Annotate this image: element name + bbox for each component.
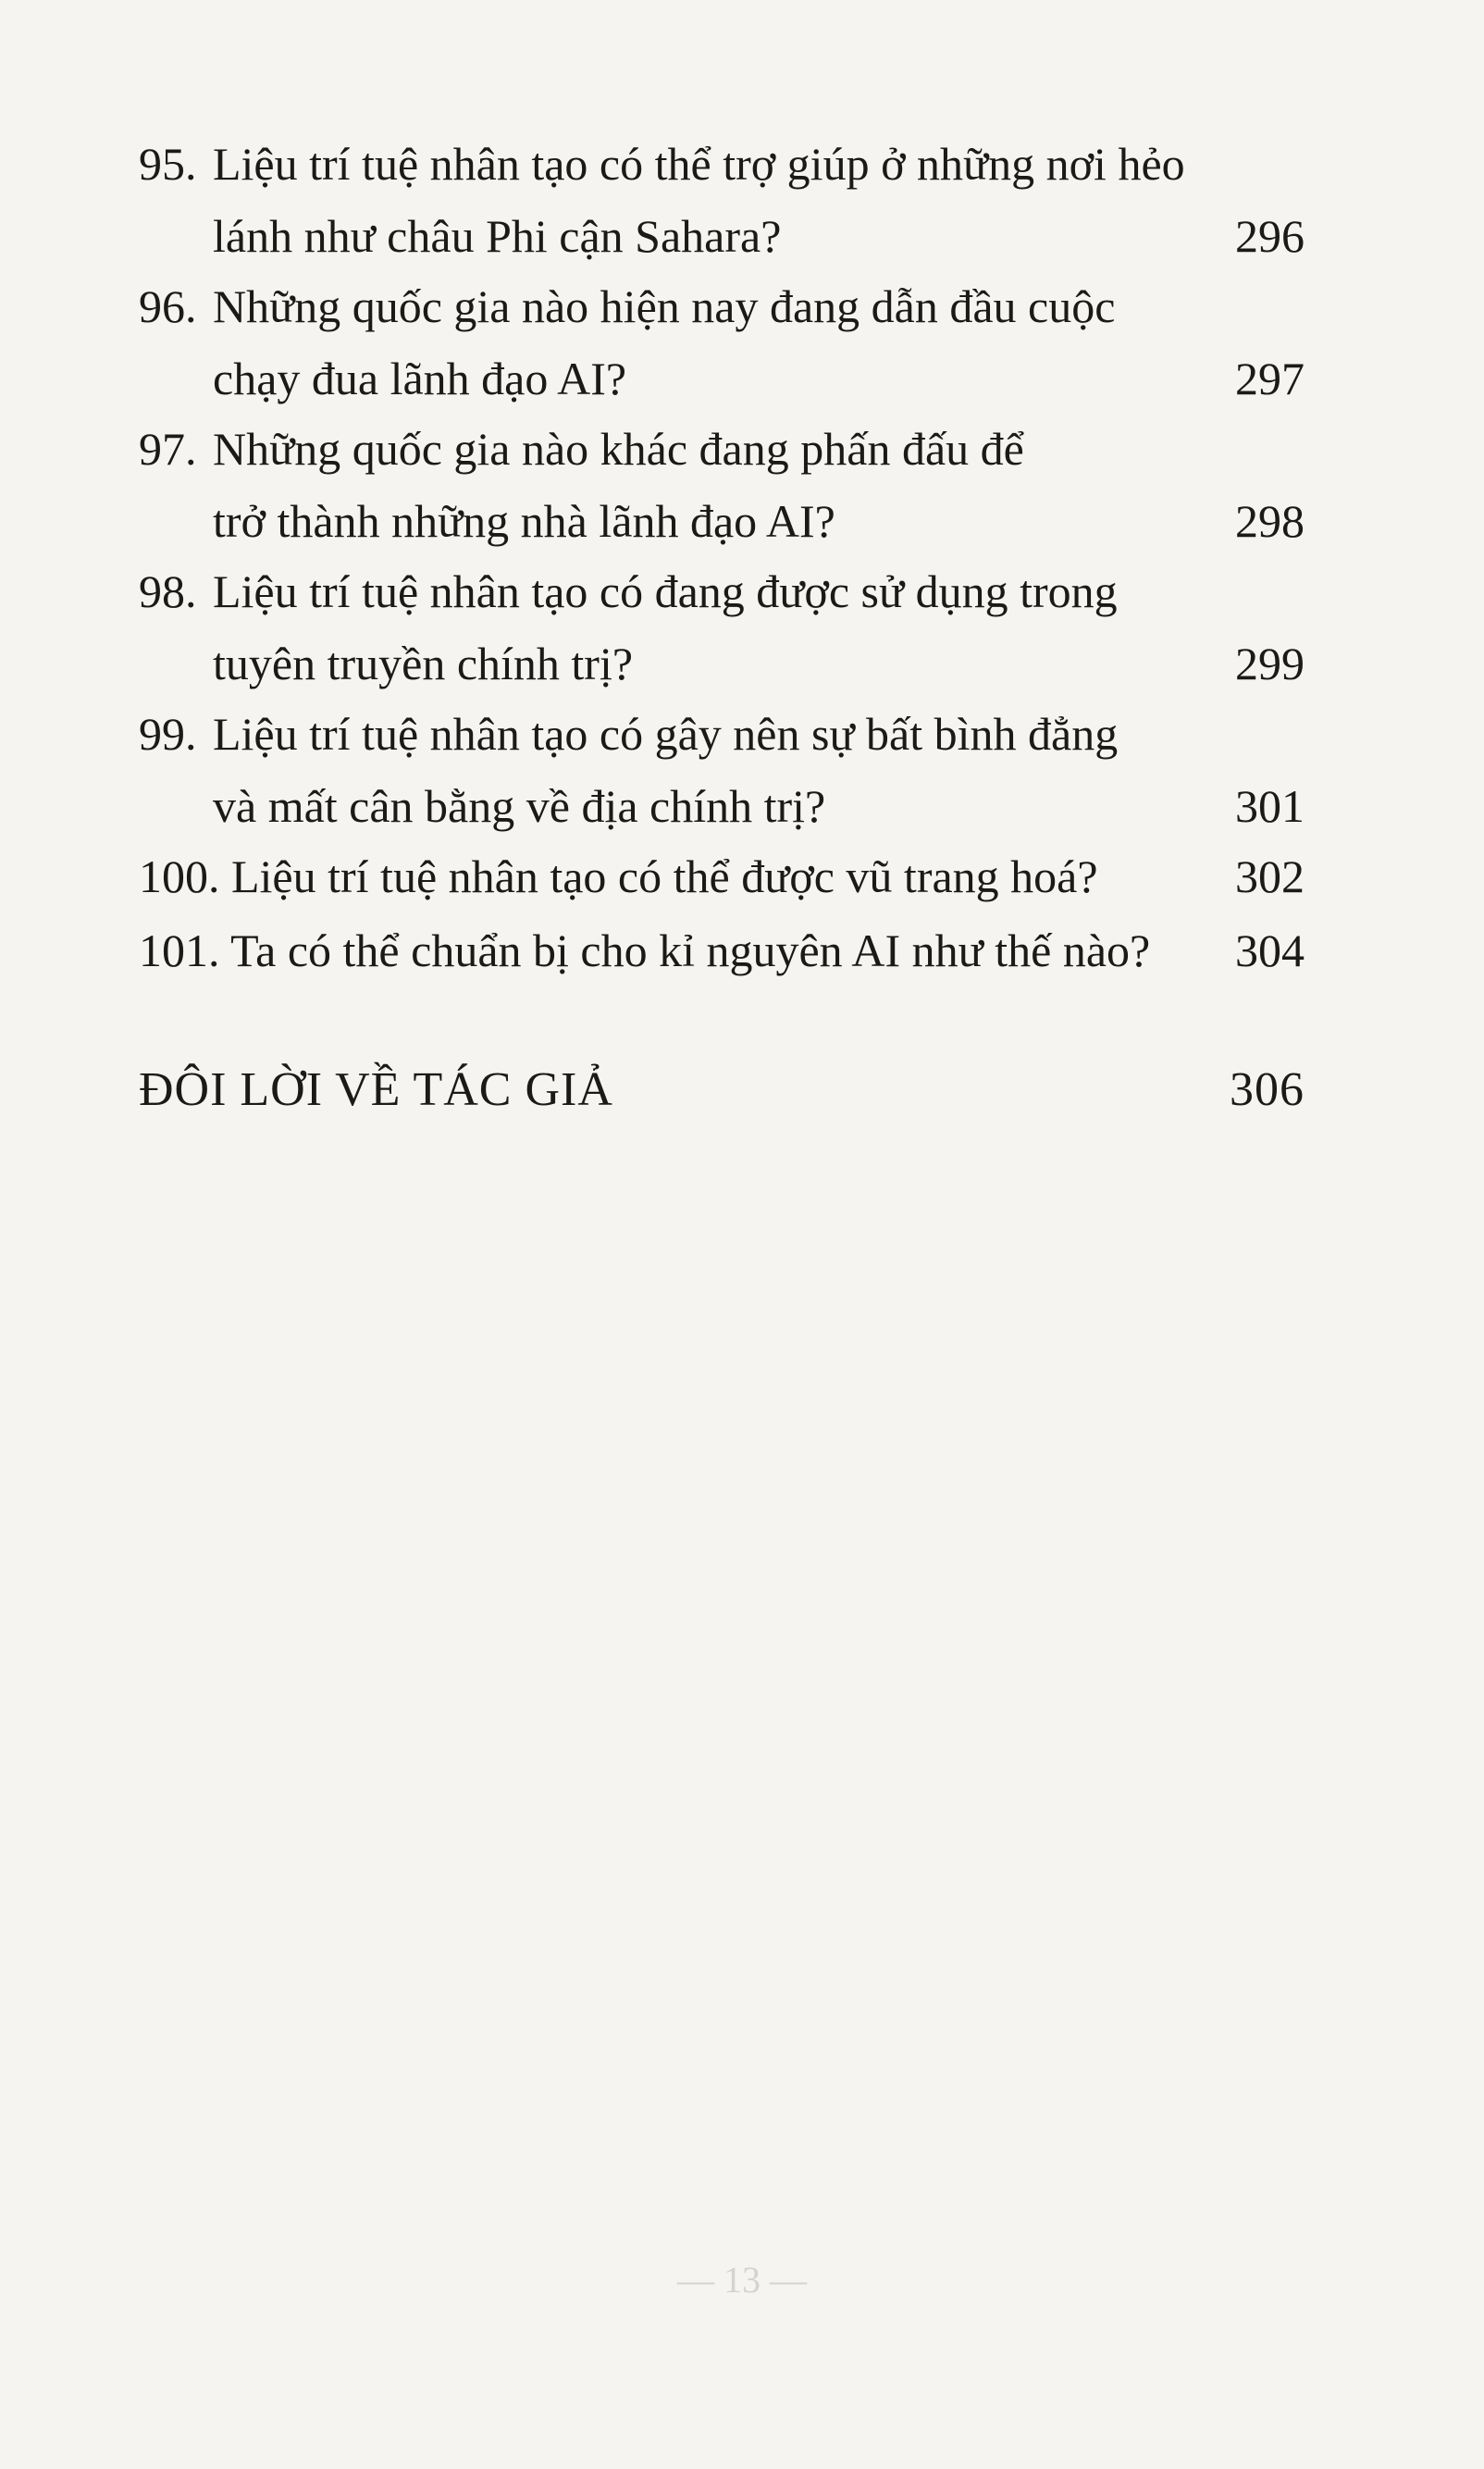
entry-title-line-1: Liệu trí tuệ nhân tạo có gây nên sự bất bình đẳng [213,708,1119,760]
entry-title-line-2: tuyên truyền chính trị? [213,638,634,689]
entry-number: 100. [139,850,220,902]
page-footer-mark: — 13 — [677,2259,807,2301]
toc-section-about-author [139,1062,1305,1117]
entry-page-number: 302 [1235,850,1305,902]
section-page-number: 306 [1230,1063,1305,1116]
entry-title-line-2: trở thành những nhà lãnh đạo AI? [213,495,835,547]
entry-page-number: 304 [1235,924,1305,976]
entry-number: 99. [139,708,197,760]
entry-number: 95. [139,138,197,190]
entry-page-number: 299 [1235,638,1305,689]
entry-title-text: Liệu trí tuệ nhân tạo có thể được vũ trang hoá? [231,850,1098,902]
entry-title-line-1: Những quốc gia nào hiện nay đang dẫn đầu cuộc [213,280,1116,332]
entry-title-line-2: chạy đua lãnh đạo AI? [213,353,627,404]
entry-title-text: Ta có thể chuẩn bị cho kỉ nguyên AI như thế nào? [230,924,1151,976]
entry-title-line-2: và mất cân bằng về địa chính trị? [213,780,826,832]
entry-title-line-1: Những quốc gia nào khác đang phấn đấu để [213,423,1024,475]
entry-title-line-1: Liệu trí tuệ nhân tạo có thể trợ giúp ở những nơi hẻo [213,138,1185,190]
entry-page-number: 301 [1235,780,1305,832]
entry-number: 96. [139,280,197,332]
entry-number: 97. [139,423,197,475]
entry-title-line-2: lánh như châu Phi cận Sahara? [213,210,782,262]
entry-title [139,850,1098,903]
entry-title-line-1: Liệu trí tuệ nhân tạo có đang được sử dụng trong [213,565,1118,617]
section-title: ĐÔI LỜI VỀ TÁC GIẢ [139,1063,613,1116]
entry-number: 98. [139,565,197,617]
entry-page-number: 298 [1235,495,1305,547]
entry-number: 101. [139,924,220,976]
entry-title [139,924,1150,977]
entry-page-number: 296 [1235,210,1305,262]
entry-page-number: 297 [1235,353,1305,404]
